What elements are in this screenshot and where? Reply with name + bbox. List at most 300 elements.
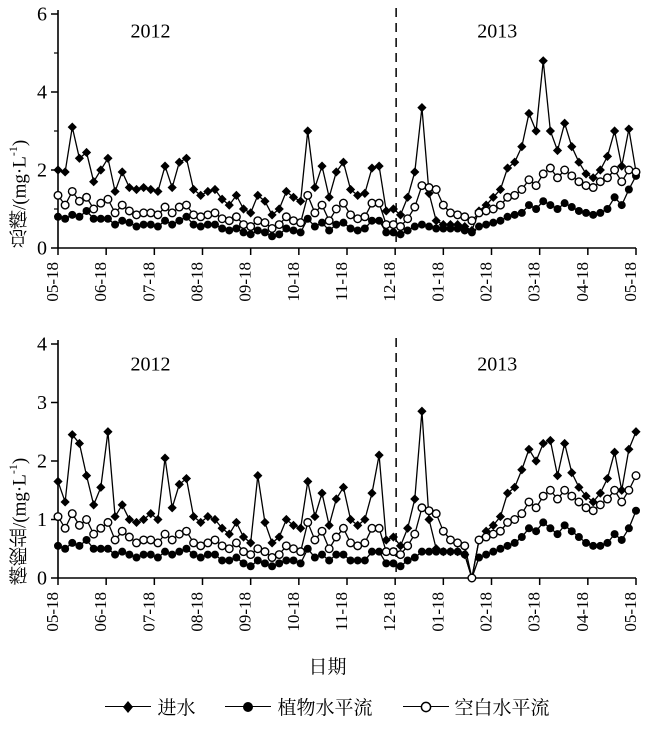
- data-point-marker: [126, 207, 134, 215]
- y-tick-label: 6: [37, 3, 47, 26]
- data-point-marker: [489, 205, 497, 213]
- data-point-marker: [496, 217, 504, 225]
- x-axis-title: 日期: [308, 657, 347, 678]
- data-point-marker: [261, 219, 269, 227]
- data-point-marker: [589, 211, 597, 219]
- data-point-marker: [104, 545, 112, 553]
- data-point-marker: [111, 209, 119, 217]
- data-point-marker: [546, 201, 554, 209]
- data-point-marker: [247, 230, 255, 238]
- data-point-marker: [411, 203, 419, 211]
- data-point-marker: [82, 471, 91, 480]
- data-point-marker: [561, 199, 569, 207]
- data-point-marker: [411, 554, 419, 562]
- data-point-marker: [597, 178, 605, 186]
- chart-legend: [0, 693, 655, 720]
- data-point-marker: [418, 548, 426, 556]
- data-point-marker: [97, 199, 105, 207]
- data-point-marker: [504, 542, 512, 550]
- data-point-marker: [461, 213, 469, 221]
- data-point-marker: [247, 223, 255, 231]
- x-tick-label: 07-18: [139, 592, 159, 632]
- top-chart-svg: [0, 0, 655, 310]
- data-point-marker: [368, 548, 376, 556]
- data-point-marker: [318, 527, 326, 535]
- data-point-marker: [161, 217, 169, 225]
- data-point-marker: [204, 551, 212, 559]
- data-point-marker: [97, 545, 105, 553]
- data-point-marker: [317, 162, 326, 171]
- data-point-marker: [97, 215, 105, 223]
- data-point-marker: [318, 551, 326, 559]
- data-point-marker: [382, 228, 390, 236]
- data-point-marker: [560, 439, 569, 448]
- x-tick-label: 08-18: [187, 592, 207, 632]
- data-point-marker: [482, 551, 490, 559]
- data-point-marker: [247, 562, 255, 570]
- open-circle-icon: [403, 700, 449, 714]
- data-point-marker: [75, 213, 83, 221]
- year-annotation: 2012: [130, 20, 171, 43]
- data-point-marker: [553, 146, 562, 155]
- data-point-marker: [325, 217, 333, 225]
- data-point-marker: [310, 183, 319, 192]
- x-tick-label: 01-18: [428, 262, 448, 302]
- data-point-marker: [589, 507, 597, 515]
- data-point-marker: [546, 126, 555, 135]
- data-point-marker: [161, 548, 169, 556]
- data-point-marker: [354, 226, 362, 234]
- x-tick-label: 05-18: [621, 262, 640, 302]
- data-point-marker: [297, 219, 305, 227]
- bottom-chart-svg: [0, 330, 655, 640]
- data-point-marker: [118, 500, 127, 509]
- data-point-marker: [132, 223, 140, 231]
- data-point-marker: [624, 445, 633, 454]
- data-point-marker: [418, 182, 426, 190]
- data-point-marker: [432, 225, 440, 233]
- data-point-marker: [574, 158, 583, 167]
- data-point-marker: [260, 518, 269, 527]
- data-point-marker: [154, 211, 162, 219]
- data-point-marker: [111, 536, 119, 544]
- data-point-marker: [61, 545, 69, 553]
- data-point-marker: [110, 512, 119, 521]
- data-point-marker: [354, 556, 362, 564]
- data-point-marker: [90, 530, 98, 538]
- data-point-marker: [68, 510, 76, 518]
- data-point-marker: [575, 207, 583, 215]
- x-tick-label: 12-18: [380, 262, 400, 302]
- data-point-marker: [539, 170, 547, 178]
- data-point-marker: [140, 221, 148, 229]
- data-point-marker: [468, 217, 476, 225]
- data-point-marker: [83, 516, 91, 524]
- data-point-marker: [611, 193, 619, 201]
- data-point-marker: [411, 223, 419, 231]
- data-point-marker: [218, 225, 226, 233]
- data-point-marker: [404, 556, 412, 564]
- data-point-marker: [210, 185, 219, 194]
- data-point-marker: [76, 522, 84, 530]
- data-point-marker: [304, 519, 312, 527]
- data-point-marker: [168, 221, 176, 229]
- data-point-marker: [139, 183, 148, 192]
- data-point-marker: [68, 123, 77, 132]
- data-point-marker: [254, 556, 262, 564]
- legend-label: 空白水平流: [454, 698, 550, 719]
- data-point-marker: [632, 472, 640, 480]
- data-point-marker: [611, 486, 619, 494]
- data-point-marker: [240, 559, 248, 567]
- data-point-marker: [125, 219, 133, 227]
- data-point-marker: [240, 228, 248, 236]
- x-tick-label: 02-18: [476, 592, 496, 632]
- data-point-marker: [604, 495, 612, 503]
- data-point-marker: [554, 530, 562, 538]
- data-point-marker: [204, 211, 212, 219]
- data-point-marker: [190, 221, 198, 229]
- x-tick-label: 07-18: [139, 262, 159, 302]
- data-point-marker: [410, 167, 419, 176]
- data-point-marker: [325, 193, 334, 202]
- bottom-y-axis-label: 磷酸盐$/(mg\cdot L^{-1})$: [6, 457, 31, 585]
- data-point-marker: [568, 172, 576, 180]
- x-tick-label: 09-18: [235, 262, 255, 302]
- data-point-marker: [111, 221, 119, 229]
- data-point-marker: [560, 119, 569, 128]
- data-point-marker: [61, 167, 70, 176]
- data-point-marker: [268, 232, 276, 240]
- data-point-marker: [518, 533, 526, 541]
- data-point-marker: [168, 536, 176, 544]
- y-tick-label: 2: [37, 159, 47, 182]
- data-point-marker: [482, 207, 490, 215]
- data-point-marker: [125, 183, 134, 192]
- x-tick-label: 06-18: [91, 262, 111, 302]
- data-point-marker: [168, 551, 176, 559]
- data-point-marker: [424, 515, 433, 524]
- data-point-marker: [603, 474, 612, 483]
- x-tick-label: 10-18: [283, 592, 303, 632]
- data-point-marker: [568, 203, 576, 211]
- data-point-marker: [76, 197, 84, 205]
- data-point-marker: [325, 226, 333, 234]
- data-point-marker: [118, 217, 126, 225]
- data-point-marker: [53, 477, 62, 486]
- data-point-marker: [175, 217, 183, 225]
- data-point-marker: [211, 536, 219, 544]
- data-point-marker: [304, 192, 312, 200]
- data-point-marker: [425, 184, 433, 192]
- data-point-marker: [190, 551, 198, 559]
- data-point-marker: [161, 203, 169, 211]
- data-point-marker: [468, 228, 476, 236]
- y-tick-label: 0: [37, 237, 47, 260]
- data-point-marker: [475, 209, 483, 217]
- data-point-marker: [517, 465, 526, 474]
- data-point-marker: [340, 524, 348, 532]
- data-point-marker: [118, 527, 126, 535]
- y-tick-label: 4: [37, 81, 47, 104]
- x-tick-label: 05-18: [43, 262, 62, 302]
- data-point-marker: [547, 164, 555, 172]
- data-point-marker: [168, 183, 177, 192]
- data-point-marker: [197, 554, 205, 562]
- data-point-marker: [61, 524, 69, 532]
- data-point-marker: [375, 162, 384, 171]
- data-point-marker: [103, 154, 112, 163]
- x-tick-label: 02-18: [476, 262, 496, 302]
- data-point-marker: [61, 201, 69, 209]
- x-tick-label: 04-18: [572, 592, 592, 632]
- data-point-marker: [418, 221, 426, 229]
- data-point-marker: [525, 498, 533, 506]
- data-point-marker: [539, 518, 547, 526]
- data-point-marker: [361, 556, 369, 564]
- data-point-marker: [511, 516, 519, 524]
- x-tick-label: 11-18: [332, 262, 351, 302]
- data-point-marker: [347, 225, 355, 233]
- data-point-marker: [397, 223, 405, 231]
- data-point-marker: [461, 551, 469, 559]
- data-point-marker: [289, 226, 297, 234]
- data-point-marker: [582, 209, 590, 217]
- data-point-marker: [118, 548, 126, 556]
- data-point-marker: [367, 163, 376, 172]
- data-point-marker: [403, 193, 412, 202]
- year-annotation: 2013: [477, 353, 518, 376]
- data-point-marker: [382, 559, 390, 567]
- data-point-marker: [325, 556, 333, 564]
- data-point-marker: [68, 188, 76, 196]
- y-tick-label: 0: [37, 567, 47, 590]
- data-point-marker: [610, 448, 619, 457]
- data-point-marker: [531, 126, 540, 135]
- data-point-marker: [168, 503, 177, 512]
- data-point-marker: [525, 524, 533, 532]
- data-point-marker: [582, 182, 590, 190]
- data-point-marker: [517, 142, 526, 151]
- data-point-marker: [525, 201, 533, 209]
- data-point-marker: [118, 201, 126, 209]
- data-point-marker: [390, 221, 398, 229]
- data-point-marker: [532, 205, 540, 213]
- data-point-marker: [283, 213, 291, 221]
- legend-item-influent: [105, 693, 195, 720]
- data-point-marker: [403, 524, 412, 533]
- data-point-marker: [104, 519, 112, 527]
- data-point-marker: [261, 559, 269, 567]
- data-point-marker: [232, 518, 241, 527]
- data-point-marker: [132, 554, 140, 562]
- data-point-marker: [504, 213, 512, 221]
- data-point-marker: [625, 524, 633, 532]
- data-point-marker: [432, 510, 440, 518]
- data-point-marker: [153, 187, 162, 196]
- data-point-marker: [225, 226, 233, 234]
- data-point-marker: [432, 548, 440, 556]
- x-tick-label: 04-18: [572, 262, 592, 302]
- data-point-marker: [611, 166, 619, 174]
- data-point-marker: [511, 539, 519, 547]
- data-point-marker: [154, 554, 162, 562]
- data-point-marker: [511, 192, 519, 200]
- data-point-marker: [524, 445, 533, 454]
- data-point-marker: [225, 545, 233, 553]
- data-point-marker: [575, 178, 583, 186]
- data-point-marker: [311, 554, 319, 562]
- data-point-marker: [360, 189, 369, 198]
- data-point-marker: [282, 556, 290, 564]
- data-point-marker: [247, 551, 255, 559]
- data-point-marker: [275, 559, 283, 567]
- data-point-marker: [332, 551, 340, 559]
- data-point-marker: [275, 551, 283, 559]
- data-point-marker: [561, 486, 569, 494]
- data-point-marker: [160, 162, 169, 171]
- data-point-marker: [518, 209, 526, 217]
- data-point-marker: [182, 545, 190, 553]
- data-point-marker: [525, 176, 533, 184]
- data-point-marker: [417, 407, 426, 416]
- x-tick-label: 12-18: [380, 592, 400, 632]
- data-point-marker: [297, 559, 305, 567]
- data-point-marker: [489, 219, 497, 227]
- data-point-marker: [110, 187, 119, 196]
- data-point-marker: [290, 217, 298, 225]
- data-point-marker: [397, 562, 405, 570]
- data-point-marker: [440, 527, 448, 535]
- data-point-marker: [303, 126, 312, 135]
- data-point-marker: [524, 109, 533, 118]
- data-point-marker: [332, 494, 341, 503]
- data-point-marker: [447, 209, 455, 217]
- y-tick-label: 2: [37, 450, 47, 473]
- data-point-marker: [61, 215, 69, 223]
- x-tick-label: 11-18: [332, 592, 351, 632]
- data-point-marker: [261, 548, 269, 556]
- data-point-marker: [496, 545, 504, 553]
- data-point-marker: [354, 215, 362, 223]
- data-point-marker: [532, 182, 540, 190]
- data-point-marker: [54, 213, 62, 221]
- x-tick-label: 03-18: [524, 592, 544, 632]
- data-point-marker: [339, 483, 348, 492]
- data-point-marker: [561, 166, 569, 174]
- data-point-marker: [446, 225, 454, 233]
- data-point-marker: [425, 223, 433, 231]
- data-point-marker: [310, 512, 319, 521]
- data-point-marker: [596, 209, 604, 217]
- data-point-marker: [539, 197, 547, 205]
- data-point-marker: [446, 548, 454, 556]
- x-tick-label: 05-18: [43, 592, 62, 632]
- data-point-marker: [531, 456, 540, 465]
- data-point-marker: [176, 203, 184, 211]
- data-point-marker: [68, 211, 76, 219]
- data-point-marker: [225, 556, 233, 564]
- data-point-marker: [532, 504, 540, 512]
- data-point-marker: [567, 468, 576, 477]
- data-point-marker: [539, 492, 547, 500]
- data-point-marker: [253, 471, 262, 480]
- data-point-marker: [225, 217, 233, 225]
- data-point-marker: [233, 213, 241, 221]
- data-point-marker: [147, 209, 155, 217]
- data-point-marker: [389, 559, 397, 567]
- data-point-marker: [83, 536, 91, 544]
- data-point-marker: [624, 124, 633, 133]
- data-point-marker: [417, 103, 426, 112]
- data-point-marker: [268, 225, 276, 233]
- data-point-marker: [275, 221, 283, 229]
- data-point-marker: [190, 211, 198, 219]
- data-point-marker: [332, 167, 341, 176]
- data-point-marker: [454, 211, 462, 219]
- data-point-marker: [89, 500, 98, 509]
- data-point-marker: [340, 199, 348, 207]
- data-point-marker: [461, 226, 469, 234]
- data-point-marker: [317, 489, 326, 498]
- data-point-marker: [303, 477, 312, 486]
- data-point-marker: [96, 483, 105, 492]
- data-point-marker: [268, 562, 276, 570]
- data-point-marker: [339, 158, 348, 167]
- x-tick-label: 08-18: [187, 262, 207, 302]
- data-point-marker: [610, 126, 619, 135]
- top-chart-panel: [0, 0, 655, 310]
- data-point-marker: [168, 209, 176, 217]
- bottom-chart-panel: [0, 330, 655, 640]
- x-tick-label: 03-18: [524, 262, 544, 302]
- data-point-marker: [625, 186, 633, 194]
- data-point-marker: [311, 209, 319, 217]
- data-point-marker: [233, 539, 241, 547]
- top-y-axis-label: 总磷$/(mg\cdot L^{-1})$: [6, 139, 31, 248]
- data-point-marker: [454, 548, 462, 556]
- data-point-marker: [604, 174, 612, 182]
- data-point-marker: [603, 205, 611, 213]
- data-point-marker: [75, 542, 83, 550]
- data-point-marker: [603, 539, 611, 547]
- data-point-marker: [546, 524, 554, 532]
- data-point-marker: [325, 521, 334, 530]
- data-point-marker: [589, 184, 597, 192]
- data-point-marker: [61, 497, 70, 506]
- x-tick-label: 01-18: [428, 592, 448, 632]
- data-point-marker: [289, 556, 297, 564]
- x-tick-label: 10-18: [283, 262, 303, 302]
- data-point-marker: [439, 548, 447, 556]
- data-point-marker: [325, 545, 333, 553]
- data-point-marker: [140, 551, 148, 559]
- data-point-marker: [147, 221, 155, 229]
- data-point-marker: [275, 230, 283, 238]
- data-point-marker: [96, 165, 105, 174]
- data-point-marker: [68, 539, 76, 547]
- data-point-marker: [389, 228, 397, 236]
- data-point-marker: [625, 486, 633, 494]
- data-point-marker: [318, 201, 326, 209]
- data-point-marker: [90, 205, 98, 213]
- data-point-marker: [625, 166, 633, 174]
- data-point-marker: [618, 201, 626, 209]
- data-point-marker: [461, 542, 469, 550]
- data-point-marker: [132, 185, 141, 194]
- data-point-marker: [54, 513, 62, 521]
- data-point-marker: [568, 527, 576, 535]
